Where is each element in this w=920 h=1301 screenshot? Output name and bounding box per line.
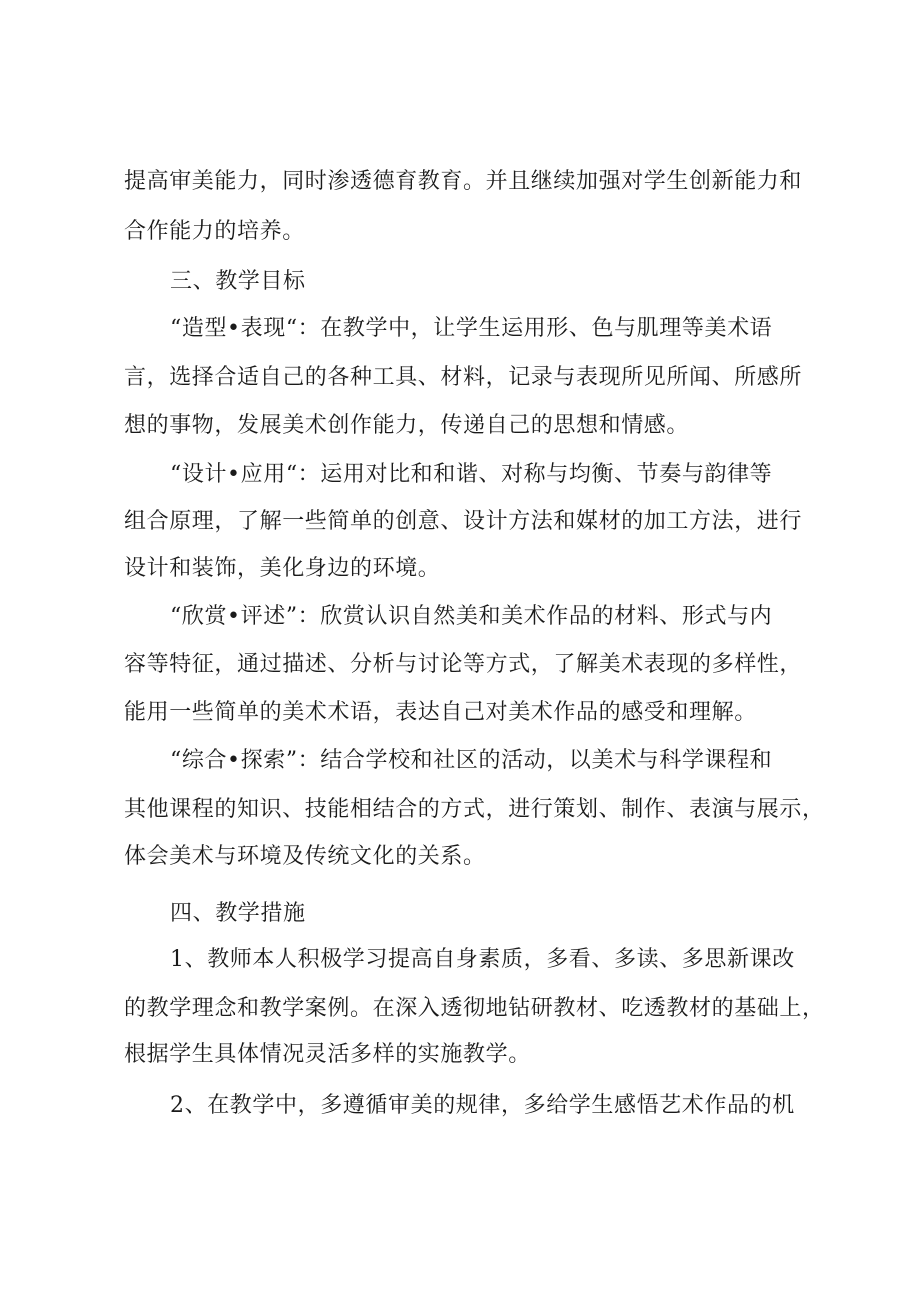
paragraph-line: 容等特征，通过描述、分析与讨论等方式，了解美术表现的多样性，: [124, 652, 803, 677]
paragraph-line: 其他课程的知识、技能相结合的方式，进行策划、制作、表演与展示，: [124, 797, 825, 822]
paragraph-line: 根据学生具体情况灵活多样的实施教学。: [124, 1042, 531, 1067]
paragraph-line: “综合•探索”：结合学校和社区的活动，以美术与科学课程和: [170, 748, 773, 773]
paragraph-line: 设计和装饰，美化身边的环境。: [124, 556, 441, 581]
paragraph-line: 2、在教学中，多遵循审美的规律，多给学生感悟艺术作品的机: [170, 1093, 795, 1118]
section-heading-teaching-measures: 四、教学措施: [170, 901, 306, 926]
paragraph-line: “造型•表现“：在教学中，让学生运用形、色与肌理等美术语: [170, 316, 773, 341]
paragraph-line: 的教学理念和教学案例。在深入透彻地钻研教材、吃透教材的基础上，: [124, 996, 825, 1021]
paragraph-line: 合作能力的培养。: [124, 219, 305, 244]
paragraph-line: “欣赏•评述”：欣赏认识自然美和美术作品的材料、形式与内: [170, 604, 773, 629]
paragraph-line: 提高审美能力，同时渗透德育教育。并且继续加强对学生创新能力和: [124, 169, 803, 194]
paragraph-line: 1、教师本人积极学习提高自身素质，多看、多读、多思新课改: [170, 947, 795, 972]
paragraph-line: 组合原理，了解一些简单的创意、设计方法和媒材的加工方法，进行: [124, 509, 803, 534]
paragraph-line: 能用一些简单的美术术语，表达自己对美术作品的感受和理解。: [124, 700, 757, 725]
paragraph-line: “设计•应用“：运用对比和和谐、对称与均衡、节奏与韵律等: [170, 462, 773, 487]
paragraph-line: 体会美术与环境及传统文化的关系。: [124, 844, 486, 869]
paragraph-line: 言，选择合适自己的各种工具、材料，记录与表现所见所闻、所感所: [124, 365, 803, 390]
paragraph-line: 想的事物，发展美术创作能力，传递自己的思想和情感。: [124, 413, 690, 438]
section-heading-teaching-goals: 三、教学目标: [170, 269, 306, 294]
